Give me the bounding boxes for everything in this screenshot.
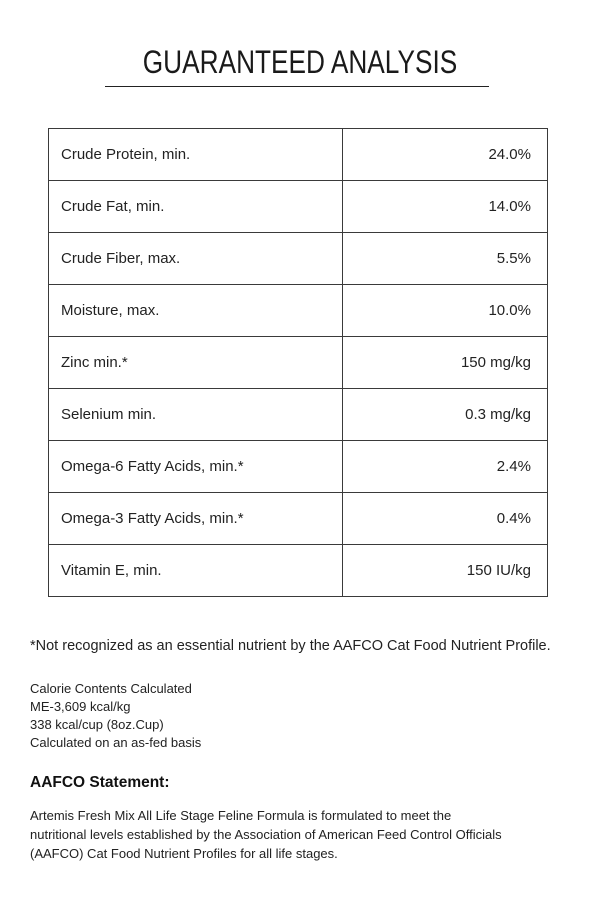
nutrient-value: 150 IU/kg (343, 545, 548, 597)
nutrient-value: 10.0% (343, 285, 548, 337)
nutrient-label: Omega-6 Fatty Acids, min.* (49, 441, 343, 493)
nutrient-label: Crude Fiber, max. (49, 233, 343, 285)
nutrient-label: Zinc min.* (49, 337, 343, 389)
nutrient-value: 24.0% (343, 129, 548, 181)
aafco-line: (AAFCO) Cat Food Nutrient Profiles for all life stages. (30, 846, 338, 861)
aafco-heading: AAFCO Statement: (30, 774, 170, 791)
table-row (49, 233, 548, 285)
nutrient-value: 5.5% (343, 233, 548, 285)
nutrient-label: Crude Protein, min. (49, 129, 343, 181)
table-row (49, 441, 548, 493)
guaranteed-analysis-table (48, 128, 548, 597)
aafco-line: nutritional levels established by the Association of American Feed Control Officials (30, 827, 502, 842)
nutrient-value: 0.3 mg/kg (343, 389, 548, 441)
calorie-line: Calculated on an as-fed basis (30, 735, 202, 750)
nutrient-value: 0.4% (343, 493, 548, 545)
table-row (49, 389, 548, 441)
table-row (49, 129, 548, 181)
aafco-statement (30, 806, 590, 863)
nutrient-label: Omega-3 Fatty Acids, min.* (49, 493, 343, 545)
nutrient-label: Moisture, max. (49, 285, 343, 337)
nutrient-value: 150 mg/kg (343, 337, 548, 389)
calorie-line: ME-3,609 kcal/kg (30, 699, 131, 714)
nutrient-label: Crude Fat, min. (49, 181, 343, 233)
aafco-line: Artemis Fresh Mix All Life Stage Feline Formula is formulated to meet the (30, 808, 452, 823)
nutrient-label: Selenium min. (49, 389, 343, 441)
table-row (49, 493, 548, 545)
page-title: GUARANTEED ANALYSIS (142, 44, 458, 80)
table-row (49, 337, 548, 389)
calorie-heading: Calorie Contents Calculated (30, 681, 192, 696)
table-row (49, 285, 548, 337)
nutrient-value: 14.0% (343, 181, 548, 233)
table-row (49, 181, 548, 233)
footnote: *Not recognized as an essential nutrient by the AAFCO Cat Food Nutrient Profile. (30, 638, 551, 654)
nutrient-label: Vitamin E, min. (49, 545, 343, 597)
calorie-line: 338 kcal/cup (8oz.Cup) (30, 717, 164, 732)
nutrient-value: 2.4% (343, 441, 548, 493)
table-row (49, 545, 548, 597)
calorie-contents (30, 680, 570, 752)
title-underline (105, 86, 489, 87)
